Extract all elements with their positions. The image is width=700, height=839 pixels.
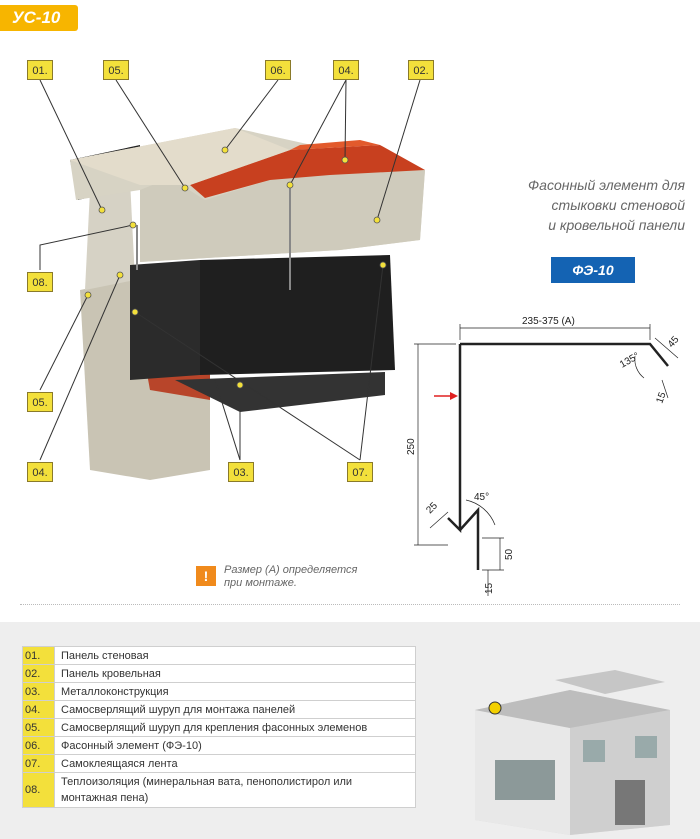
dim-top: 235-375 (А) — [522, 316, 575, 327]
callout-02: 02. — [408, 60, 434, 80]
callout-08: 08. — [27, 272, 53, 292]
callout-01: 01. — [27, 60, 53, 80]
dim-135: 135° — [618, 350, 642, 371]
callout-06: 06. — [265, 60, 291, 80]
callout-03: 03. — [228, 462, 254, 482]
fe-label: ФЭ-10 — [551, 257, 635, 283]
building-illustration — [455, 650, 690, 835]
metal-structure-back — [200, 255, 395, 375]
title-badge: УС-10 — [0, 5, 78, 31]
legend-row: 05. Самосверлящий шуруп для крепления фасонных элеменов — [23, 719, 416, 737]
element-description: Фасонный элемент для стыковки стеновой и кровельной панели — [528, 177, 685, 233]
dim-250: 250 — [406, 438, 417, 455]
dim-50: 50 — [504, 548, 515, 560]
warning-icon: ! — [196, 566, 216, 586]
dim-15-bottom: 15 — [484, 582, 495, 594]
legend-row: 06. Фасонный элемент (ФЭ-10) — [23, 737, 416, 755]
dim-45: 45 — [665, 334, 682, 350]
dim-15-top: 15 — [654, 390, 669, 406]
dim-25: 25 — [424, 500, 440, 517]
legend-row: 07. Самоклеящаяся лента — [23, 755, 416, 773]
dim-45-deg: 45° — [474, 492, 490, 503]
callout-05-lower: 05. — [27, 392, 53, 412]
assembly-illustration — [0, 40, 460, 490]
note-text: Размер (А) определяется при монтаже. — [224, 564, 358, 589]
callout-05: 05. — [103, 60, 129, 80]
profile-drawing — [400, 300, 700, 600]
legend-row: 02. Панель кровельная — [23, 665, 416, 683]
legend-row: 08. Теплоизоляция (минеральная вата, пенополистирол или монтажная пена) — [23, 773, 416, 808]
callout-07: 07. — [347, 462, 373, 482]
divider — [20, 604, 680, 605]
legend-row: 01. Панель стеновая — [23, 647, 416, 665]
legend-row: 03. Металлоконструкция — [23, 683, 416, 701]
metal-structure-front — [130, 260, 200, 380]
callout-04-lower: 04. — [27, 462, 53, 482]
legend-row: 04. Самосверлящий шуруп для монтажа панелей — [23, 701, 416, 719]
callout-04: 04. — [333, 60, 359, 80]
legend-table — [22, 646, 416, 808]
